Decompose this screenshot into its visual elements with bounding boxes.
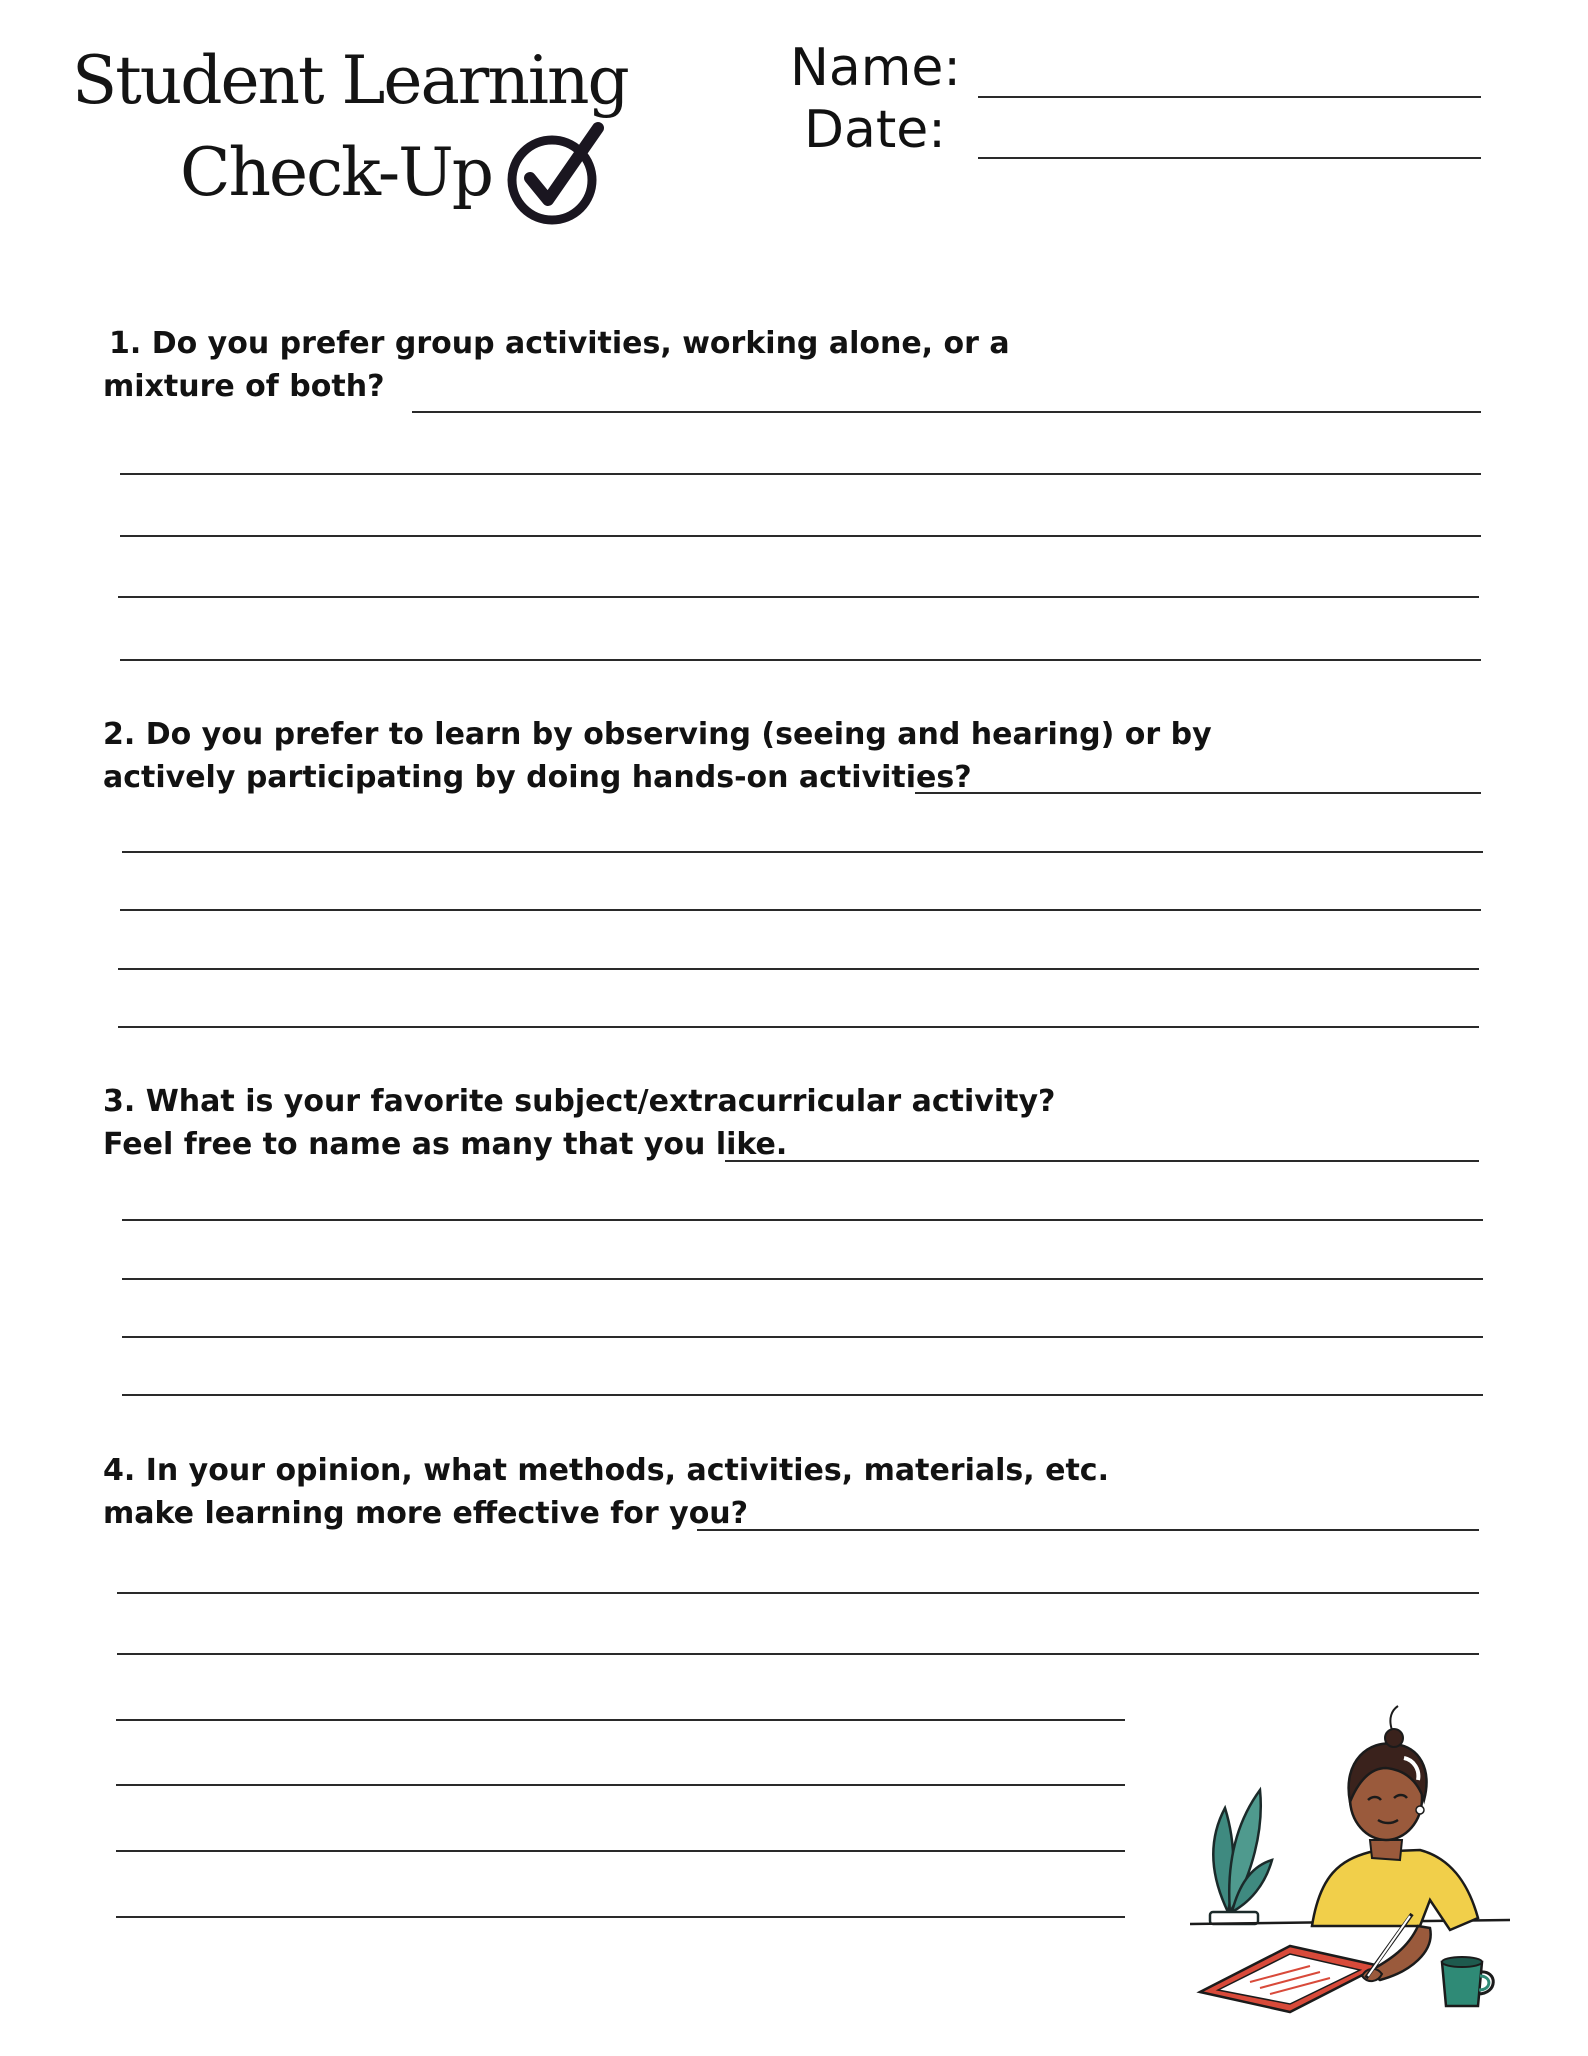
answer-line-1-4[interactable] [120,659,1481,661]
question-1-line-2: mixture of both? [103,369,385,404]
answer-line-4-2[interactable] [117,1653,1479,1655]
mug-icon [1442,1957,1493,2006]
question-3 [103,1080,1055,1166]
answer-line-4-3[interactable] [116,1719,1125,1721]
name-field[interactable] [978,96,1481,98]
check-circle-icon [502,120,612,230]
question-2-line-2: actively participating by doing hands-on activities? [103,760,972,795]
answer-line-1-3[interactable] [118,596,1479,598]
answer-line-3-2[interactable] [122,1278,1483,1280]
plant-icon [1210,1790,1272,1924]
student-writing-illustration [1180,1690,1520,2020]
question-1 [103,322,1010,408]
answer-line-2-0[interactable] [915,792,1481,794]
question-3-line-1: 3. What is your favorite subject/extracurricular activity? [103,1084,1056,1119]
question-3-line-2: Feel free to name as many that you like. [103,1127,788,1162]
answer-line-4-0[interactable] [697,1529,1479,1531]
answer-line-1-0[interactable] [412,411,1481,413]
question-4-line-1: 4. In your opinion, what methods, activities, materials, etc. [103,1453,1109,1488]
answer-line-3-4[interactable] [122,1394,1483,1396]
title-line-1: Student Learning [72,42,628,119]
date-label: Date: [804,100,946,160]
name-label: Name: [790,38,961,98]
answer-line-3-0[interactable] [725,1160,1479,1162]
tablet-icon [1200,1946,1380,2012]
answer-line-2-1[interactable] [122,851,1483,853]
answer-line-2-4[interactable] [118,1026,1479,1028]
date-field[interactable] [978,157,1481,159]
question-1-line-1: 1. Do you prefer group activities, working alone, or a [109,326,1010,361]
answer-line-4-4[interactable] [116,1784,1125,1786]
question-4-line-2: make learning more effective for you? [103,1496,749,1531]
question-2 [103,713,1212,799]
answer-line-2-3[interactable] [118,968,1479,970]
question-2-line-1: 2. Do you prefer to learn by observing (seeing and hearing) or by [103,717,1212,752]
answer-line-3-3[interactable] [122,1336,1483,1338]
answer-line-4-5[interactable] [116,1850,1125,1852]
answer-line-4-6[interactable] [116,1916,1125,1918]
answer-line-4-1[interactable] [117,1592,1479,1594]
answer-line-2-2[interactable] [120,909,1481,911]
question-4 [103,1449,1109,1535]
answer-line-1-2[interactable] [120,535,1481,537]
answer-line-1-1[interactable] [120,473,1481,475]
title-line-2: Check-Up [180,134,493,211]
answer-line-3-1[interactable] [122,1219,1483,1221]
